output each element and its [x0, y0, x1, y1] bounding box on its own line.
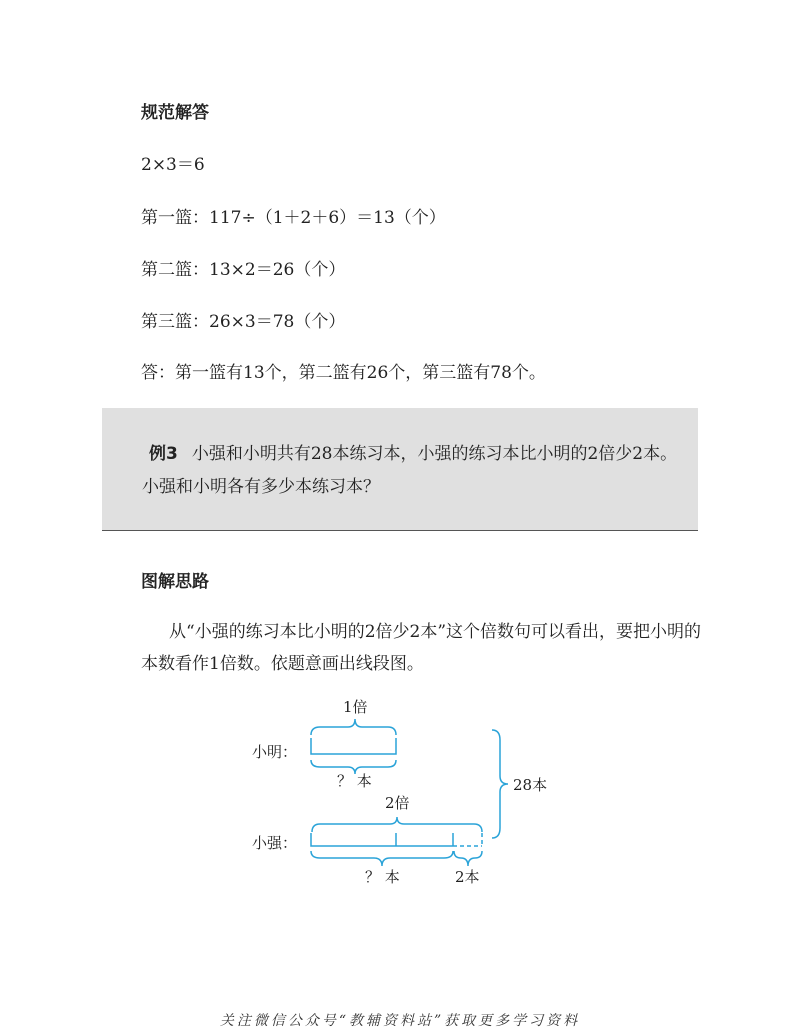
xiaoqiang-unknown-label: ？ 本 — [365, 868, 400, 886]
answer-line: 答：第一篮有13个，第二篮有26个，第三篮有78个。 — [141, 363, 546, 383]
example-label: 例3 — [149, 444, 178, 464]
xiaoqiang-dashed-segment — [453, 833, 482, 846]
xiaoqiang-bar — [311, 833, 453, 846]
analysis-heading: 图解思路 — [141, 572, 209, 592]
solution-line: 第二篮：13×2＝26（个） — [141, 260, 346, 280]
total-label: 28本 — [513, 776, 548, 794]
xiaoming-top-brace — [311, 719, 396, 735]
xiaoqiang-top-brace — [312, 817, 482, 832]
solution-line: 第三篮：26×3＝78（个） — [141, 312, 346, 332]
xiaoqiang-bottom-brace — [311, 851, 453, 866]
xiaoqiang-label: 小强： — [252, 834, 298, 852]
example-text: 小强和小明共有28本练习本，小强的练习本比小明的2倍少2本。小强和小明各有多少本练习本？ — [142, 444, 678, 497]
extra-brace — [454, 851, 482, 866]
xiaoming-label: 小明： — [252, 743, 298, 761]
xiaoming-bar — [311, 738, 396, 754]
analysis-paragraph: 从“小强的练习本比小明的2倍少2本”这个倍数句可以看出，要把小明的本数看作1倍数。依题意画出线段图。 — [141, 622, 702, 674]
solution-line: 2×3＝6 — [141, 155, 205, 175]
xiaoming-unknown-label: ？ 本 — [337, 772, 372, 790]
solution-heading: 规范解答 — [141, 103, 209, 123]
xiaoming-times-label: 1倍 — [343, 698, 368, 716]
footer-watermark: 关注微信公众号“教辅资料站”获取更多学习资料 — [219, 1013, 581, 1029]
total-brace — [492, 730, 508, 838]
solution-line: 第一篮：117÷（1＋2＋6）＝13（个） — [141, 208, 446, 228]
xiaoqiang-times-label: 2倍 — [385, 794, 410, 812]
extra-label: 2本 — [455, 868, 480, 886]
